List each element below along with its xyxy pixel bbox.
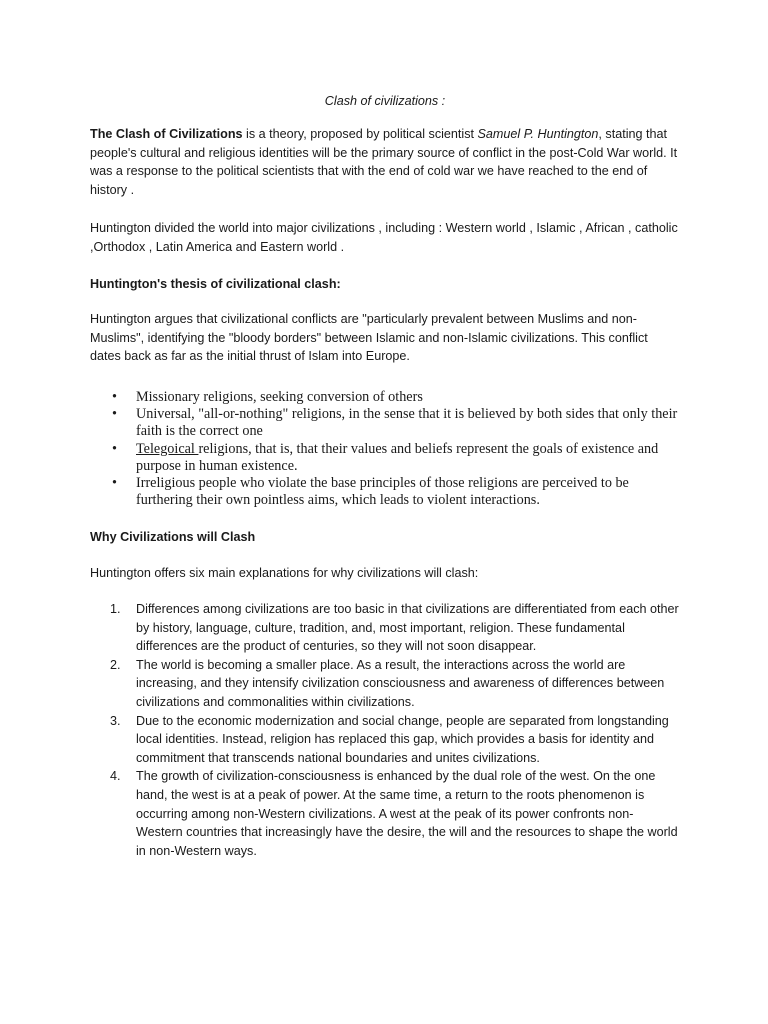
division-paragraph: Huntington divided the world into major civilizations , including : Western world , Islamic , African , catholic ,Orthodox , Latin America and Eastern world . — [90, 221, 678, 254]
author-name: Samuel P. Huntington — [477, 127, 599, 141]
item-text: The world is becoming a smaller place. As a result, the interactions across the world are increasing, and they intensify civilization consciousness and awareness of differences between civilizations and commonalities within civilizations. — [136, 657, 665, 709]
item-text: Due to the economic modernization and social change, people are separated from longstanding local identities. Instead, religion has replaced this gap, which provides a basis for identity and commitment that transcends national boundaries and unites civilizations. — [136, 713, 669, 765]
bullet-icon: • — [112, 389, 117, 405]
bullet-text: religions, that is, that their values and beliefs represent the goals of existence and purpose in human existence. — [136, 440, 659, 474]
list-item — [90, 600, 680, 656]
thesis-paragraph: Huntington argues that civilizational conflicts are "particularly prevalent between Muslims and non-Muslims", identifying the "bloody borders" between Islamic and non-Islamic civilizations. This conflict dates back as far as the initial thrust of Islam into Europe. — [90, 312, 648, 364]
document-title: Clash of civilizations : — [324, 94, 446, 108]
bullet-icon: • — [112, 440, 117, 457]
intro-text-part1: is a theory, proposed by political scientist — [242, 127, 478, 141]
intro-text-part2: , stating that people's cultural and religious identities will be the primary source of conflict in the post-Cold War world. It was a response to the political scientists that with the end of cold war we have reached to the end of history . — [90, 127, 678, 197]
item-text: Differences among civilizations are too basic in that civilizations are differentiated from each other by history, language, culture, tradition, and, most important, religion. These fundamental differences are the product of centuries, so they will not soon disappear. — [136, 602, 679, 654]
item-text: The growth of civilization-consciousness is enhanced by the dual role of the west. On the one hand, the west is at a peak of power. At the same time, a return to the roots phenomenon is occurring among non-Western civilizations. A west at the peak of its power confronts non-Western countries that increasingly have the desire, the will and the resources to shape the world in non-Western ways. — [136, 769, 678, 858]
item-number: 3. — [110, 713, 121, 728]
list-item — [90, 389, 680, 406]
list-item — [90, 767, 680, 860]
list-item — [90, 712, 680, 768]
why-heading: Why Civilizations will Clash — [90, 530, 256, 544]
list-item — [90, 475, 680, 509]
bullet-icon: • — [112, 475, 117, 492]
list-item — [90, 441, 680, 475]
thesis-heading: Huntington's thesis of civilizational clash: — [90, 277, 341, 291]
item-number: 2. — [110, 657, 121, 672]
bullet-icon: • — [112, 406, 117, 423]
intro-paragraph — [90, 125, 680, 199]
bullet-text: Universal, "all-or-nothing" religions, in the sense that it is believed by both sides that only their faith is the correct one — [136, 406, 678, 440]
religion-bullet-list — [90, 389, 680, 509]
why-intro: Huntington offers six main explanations for why civilizations will clash: — [90, 566, 479, 580]
reasons-list — [90, 600, 680, 860]
bullet-text: Missionary religions, seeking conversion of others — [136, 389, 423, 405]
item-number: 4. — [110, 769, 121, 784]
theory-name: The Clash of Civilizations — [90, 127, 243, 141]
item-number: 1. — [110, 602, 121, 616]
list-item — [90, 656, 680, 712]
list-item — [90, 406, 680, 440]
underlined-term: Telegoical — [136, 440, 199, 457]
bullet-text: Irreligious people who violate the base principles of those religions are perceived to be furthering their own pointless aims, which leads to violent interactions. — [136, 475, 629, 509]
